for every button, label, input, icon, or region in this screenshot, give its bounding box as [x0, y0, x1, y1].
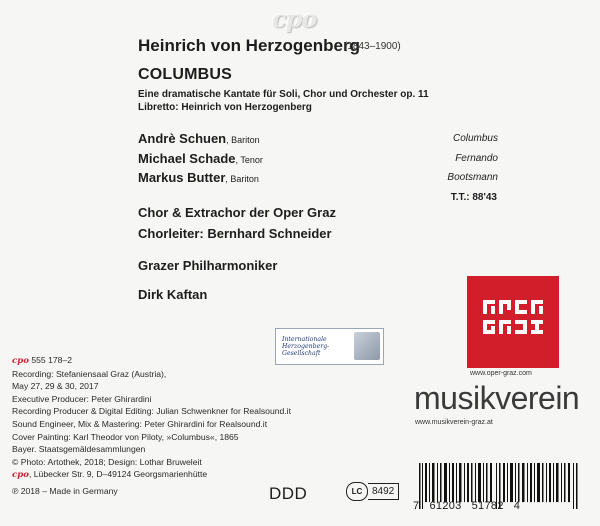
soloist-role: Columbus: [452, 133, 498, 144]
soloist-role: Bootsmann: [447, 172, 498, 183]
soloist-1: [138, 131, 260, 146]
soloist-voice: , Tenor: [235, 155, 263, 165]
soloist-3: [138, 170, 259, 185]
librettist-line: Libretto: Heinrich von Herzogenberg: [138, 102, 312, 113]
catalog-number: 555 178–2: [28, 355, 72, 365]
cpo-logo: cpo: [272, 4, 317, 33]
soloist-role: Fernando: [455, 153, 498, 164]
society-logo-line: Herzogenberg-: [282, 343, 330, 350]
credit-line: Bayer. Staatsgemäldesammlungen: [12, 444, 146, 455]
soloist-name: Markus Butter: [138, 170, 226, 185]
composer-name: Heinrich von Herzogenberg: [138, 36, 360, 55]
cpo-small-logo: cpo: [12, 470, 29, 481]
made-in-line: ℗ 2018 – Made in Germany: [12, 486, 118, 496]
credit-line: Cover Painting: Karl Theodor von Piloty, »Columbus«, 1865: [12, 431, 239, 442]
cpo-small-logo: cpo: [12, 356, 29, 366]
choir-name: Chor & Extrachor der Oper Graz: [138, 205, 336, 220]
soloist-name: Andrè Schuen: [138, 131, 227, 146]
credit-line: Recording Producer & Digital Editing: Julian Schwenkner for Realsound.it: [12, 406, 291, 417]
barcode-number: 7 61203 51782 4: [413, 500, 521, 512]
oper-graz-logo: [467, 276, 559, 368]
catalog-line: [12, 354, 362, 368]
chorus-master: Chorleiter: Bernhard Schneider: [138, 226, 332, 241]
work-subtitle: [138, 88, 429, 114]
conductor-name: Dirk Kaftan: [138, 287, 208, 302]
oper-graz-mark-icon: [467, 276, 559, 368]
musikverein-logo: musikverein: [414, 380, 580, 416]
orchestra-name: Grazer Philharmoniker: [138, 258, 278, 273]
subtitle-line: Eine dramatische Kantate für Soli, Chor und Orchester op. 11: [138, 89, 429, 100]
credit-line: Recording: Stefaniensaal Graz (Austria),: [12, 368, 167, 379]
production-credits: [12, 354, 362, 482]
ddd-code: DDD: [269, 484, 308, 503]
musikverein-url: www.musikverein-graz.at: [415, 419, 493, 426]
composer-dates: (1843–1900): [344, 41, 401, 52]
soloist-2: [138, 151, 263, 166]
address-text: , Lübecker Str. 9, D–49124 Georgsmarienhütte: [28, 469, 208, 480]
address-line: [12, 468, 362, 482]
work-title: COLUMBUS: [138, 66, 233, 83]
oper-graz-url: www.oper-graz.com: [470, 370, 532, 377]
lc-number: 8492: [368, 483, 399, 500]
total-time: T.T.: 88'43: [450, 192, 497, 203]
label-code: [346, 482, 399, 500]
credit-line: © Photo: Artothek, 2018; Design: Lothar Bruweleit: [12, 456, 202, 467]
soloist-voice: , Bariton: [226, 135, 260, 145]
soloist-name: Michael Schade: [138, 151, 236, 166]
soloist-voice: , Bariton: [225, 174, 259, 184]
society-logo-line: Internationale: [282, 336, 327, 343]
credit-line: Sound Engineer, Mix & Mastering: Peter Ghirardini for Realsound.it: [12, 418, 268, 429]
credit-line: Executive Producer: Peter Ghirardini: [12, 393, 152, 404]
credit-line: May 27, 29 & 30, 2017: [12, 381, 99, 392]
society-logo-line: Gesellschaft: [282, 350, 321, 357]
lc-mark: LC: [346, 482, 368, 501]
